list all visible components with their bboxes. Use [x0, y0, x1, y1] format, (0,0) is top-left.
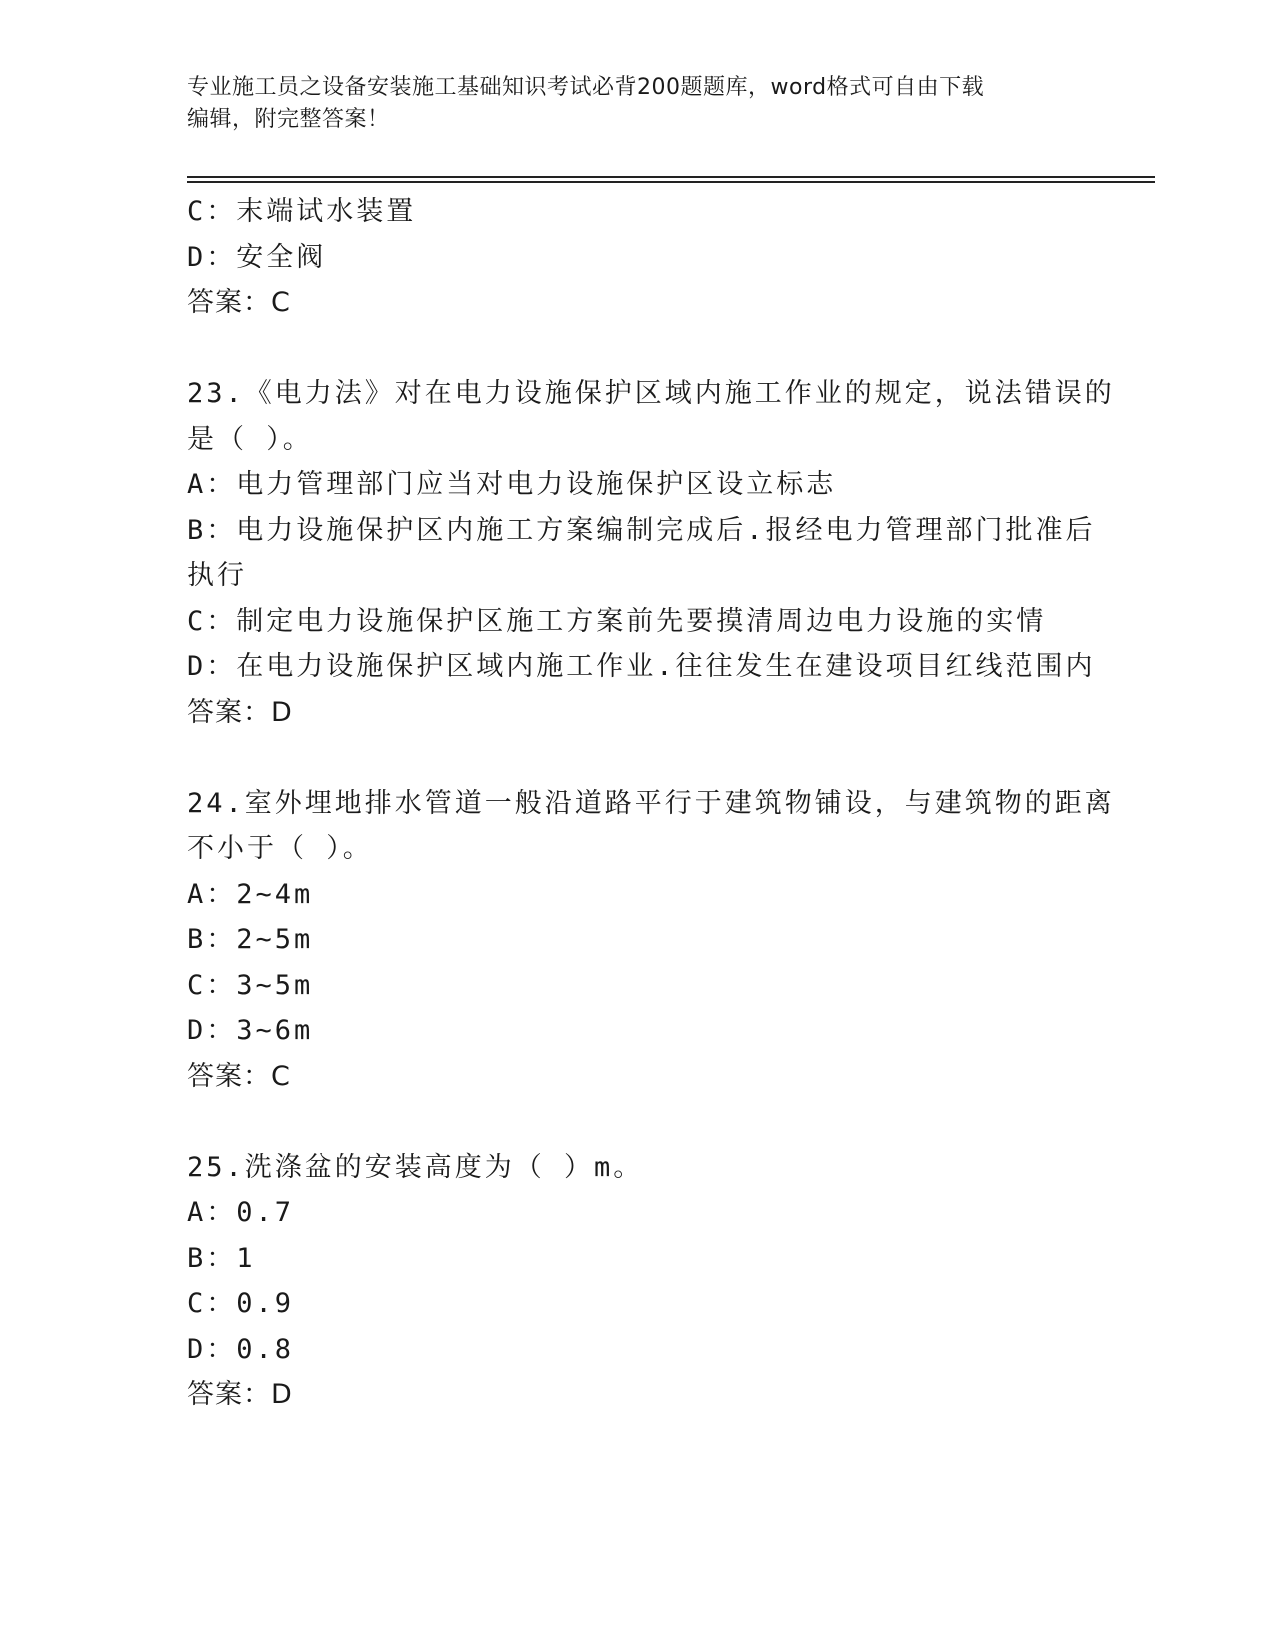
question-22-tail [187, 189, 1087, 326]
option-d: D：0.8 [187, 1333, 295, 1365]
spacer [187, 326, 1087, 372]
spacer [187, 735, 1087, 781]
option-b: B：电力设施保护区内施工方案编制完成后.报经电力管理部门批准后 [187, 514, 1096, 546]
option-d: D：安全阀 [187, 241, 327, 273]
option-d: D：3~6m [187, 1015, 314, 1046]
question-stem-continued: 不小于（ ）。 [187, 833, 373, 864]
header-rule-bottom [187, 181, 1155, 183]
option-a: A：电力管理部门应当对电力设施保护区设立标志 [187, 469, 837, 500]
question-25 [187, 1145, 1087, 1418]
document-body [187, 189, 1115, 1418]
option-a: A：0.7 [187, 1197, 295, 1228]
answer: 答案：D [187, 1379, 293, 1410]
option-c: C：0.9 [187, 1288, 295, 1319]
spacer [187, 1099, 1087, 1145]
question-stem: 23.《电力法》对在电力设施保护区域内施工作业的规定，说法错误的 [187, 378, 1115, 409]
option-b-continued: 执行 [187, 560, 247, 591]
option-c: C：3~5m [187, 969, 314, 1001]
question-stem: 25.洗涤盆的安装高度为（ ）m。 [187, 1151, 644, 1183]
header-line-1: 专业施工员之设备安装施工基础知识考试必背200题题库，word格式可自由下载 [187, 75, 985, 100]
answer: 答案：C [187, 1060, 291, 1092]
option-a: A：2~4m [187, 878, 314, 910]
header-rule-top [187, 176, 1155, 178]
question-23 [187, 371, 1115, 735]
answer: 答案：D [187, 696, 293, 728]
answer: 答案：C [187, 287, 291, 318]
option-c: C：制定电力设施保护区施工方案前先要摸清周边电力设施的实情 [187, 605, 1047, 637]
document-header [187, 72, 1067, 136]
option-b: B：1 [187, 1242, 256, 1274]
header-line-2: 编辑，附完整答案！ [187, 107, 390, 132]
question-stem: 24.室外埋地排水管道一般沿道路平行于建筑物铺设，与建筑物的距离 [187, 787, 1115, 819]
option-d: D：在电力设施保护区域内施工作业.往往发生在建设项目红线范围内 [187, 651, 1096, 682]
option-c: C：末端试水装置 [187, 196, 417, 227]
question-stem-continued: 是（ ）。 [187, 423, 313, 455]
question-24 [187, 781, 1115, 1100]
option-b: B：2~5m [187, 924, 314, 955]
